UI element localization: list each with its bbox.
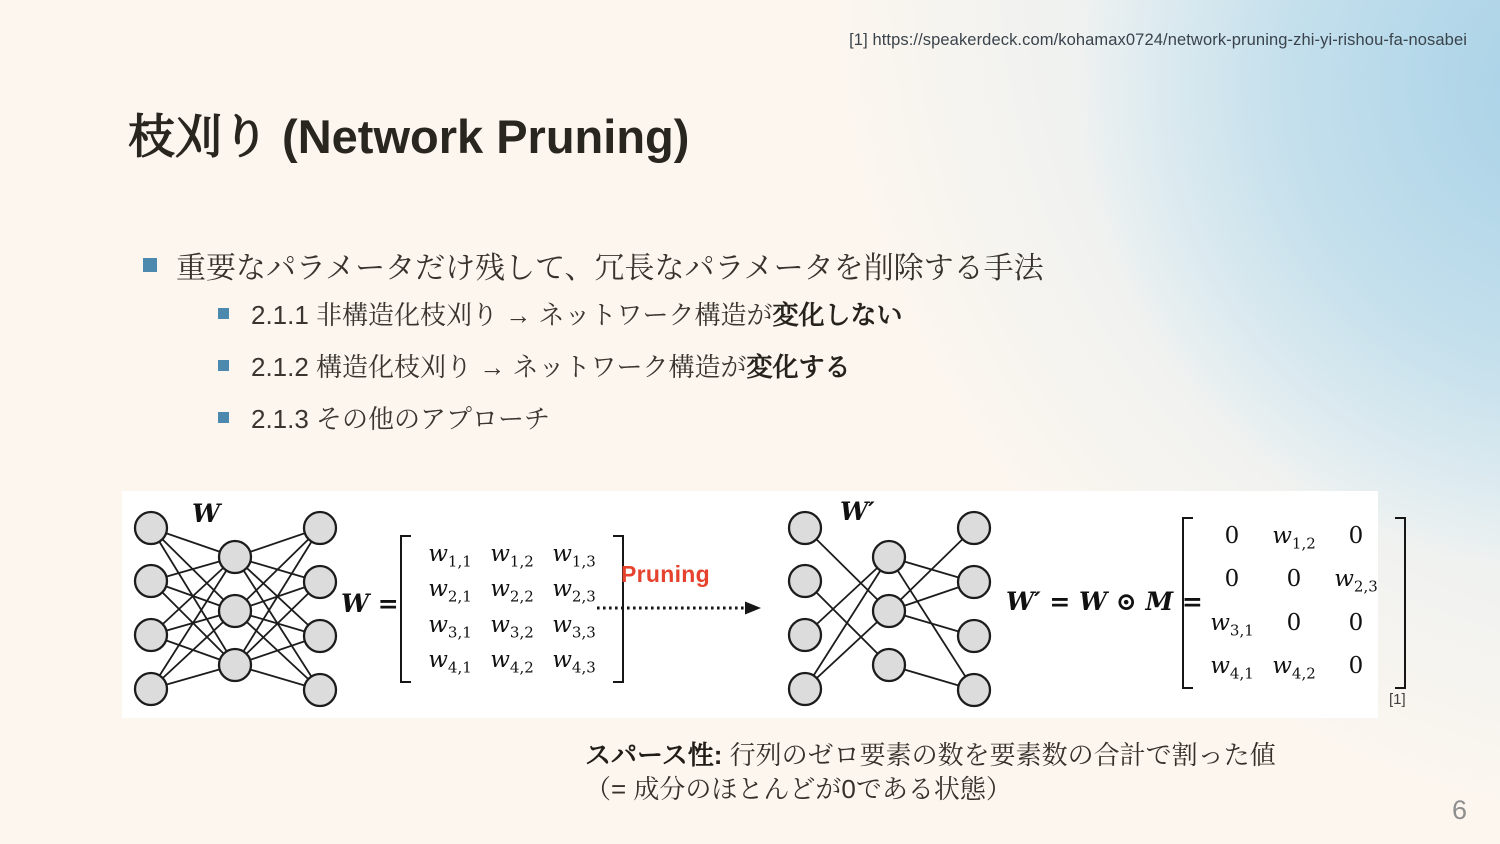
matrix-cell: $w_{2,2}$ (490, 576, 534, 606)
equation-w: W = (341, 589, 399, 618)
equation-wprime: W′ = W ⊙ M = (1006, 587, 1203, 616)
matrix-cell: $w_{1,1}$ (428, 541, 472, 571)
sub-bullet-text: 2.1.1 非構造化枝刈り → ネットワーク構造が (251, 300, 773, 330)
matrix-cell: $w_{4,2}$ (490, 646, 534, 677)
matrix-cell: $w_{2,3}$ (1334, 566, 1378, 596)
sub-bullet-1 (218, 295, 903, 332)
sub-bullet-text: 2.1.3 その他のアプローチ (251, 404, 551, 434)
matrix-cell: 0 (1224, 523, 1240, 549)
matrix-cell: 0 (1348, 523, 1364, 549)
matrix-cell: $w_{4,3}$ (552, 646, 596, 677)
network-node (789, 673, 821, 705)
matrix-cell: $w_{3,2}$ (490, 611, 534, 642)
bracket-left (1182, 517, 1193, 689)
bullet-square-icon (218, 308, 229, 319)
matrix-cell: 0 (1286, 609, 1302, 636)
pruning-label: Pruning (621, 561, 710, 587)
matrix-cell: $w_{4,1}$ (428, 646, 472, 677)
network-node (135, 512, 167, 544)
network-node (219, 541, 251, 573)
network-node (135, 565, 167, 597)
network-node (789, 619, 821, 651)
matrix-cell: $w_{2,3}$ (552, 576, 596, 606)
sub-bullet-bold: 変化する (746, 352, 851, 382)
bracket-left (400, 535, 411, 683)
sparsity-note (585, 738, 1276, 806)
sub-bullet-bold: 変化しない (772, 300, 903, 330)
source-citation: [1] https://speakerdeck.com/kohamax0724/network-pruning-zhi-yi-rishou-fa-nosabei (849, 31, 1467, 49)
matrix-cell: $w_{1,2}$ (1272, 523, 1316, 553)
network-node (789, 565, 821, 597)
network-node (304, 620, 336, 652)
network-node (304, 512, 336, 544)
sparsity-term: スパース性: (585, 740, 723, 770)
matrix-cell: 0 (1348, 652, 1364, 679)
matrix-cell: $w_{2,1}$ (428, 576, 472, 606)
figure-citation: [1] (1389, 691, 1406, 708)
sub-bullet-2 (218, 347, 851, 384)
network-node (958, 512, 990, 544)
matrix-cell: $w_{1,3}$ (552, 541, 596, 571)
pruning-arrow-icon (595, 591, 765, 623)
network-node (958, 674, 990, 706)
sub-bullet-3 (218, 399, 550, 436)
matrix-w-label: W (192, 499, 221, 528)
matrix-cell: $w_{4,2}$ (1272, 652, 1316, 683)
network-node (873, 541, 905, 573)
network-node (219, 595, 251, 627)
network-node (873, 595, 905, 627)
sparsity-note-line1 (585, 738, 1276, 772)
matrix-cell: $w_{1,2}$ (490, 541, 534, 571)
matrix-cell: 0 (1224, 566, 1240, 593)
sparse-network-diagram (776, 491, 1006, 718)
sparsity-definition: 行列のゼロ要素の数を要素数の合計で割った値 (722, 740, 1276, 770)
page-title: 枝刈り (Network Pruning) (128, 110, 690, 163)
bracket-right (1395, 517, 1406, 689)
matrix-cell: 0 (1286, 566, 1302, 593)
dense-network-diagram (122, 491, 352, 718)
network-node (219, 649, 251, 681)
bullet-square-icon (218, 412, 229, 423)
network-node (958, 566, 990, 598)
matrix-cell: $w_{3,3}$ (552, 611, 596, 642)
matrix-cell: $w_{3,1}$ (1210, 609, 1254, 640)
page-number: 6 (1451, 795, 1467, 825)
network-node (958, 620, 990, 652)
figure-panel (122, 491, 1378, 718)
matrix-cell: $w_{3,1}$ (428, 611, 472, 642)
sparsity-note-line2: （= 成分のほとんどが0である状態） (585, 774, 1012, 804)
bullet-square-icon (143, 258, 157, 272)
network-node (304, 674, 336, 706)
network-node (873, 649, 905, 681)
bullet-main-text: 重要なパラメータだけ残して、冗長なパラメータを削除する手法 (176, 252, 1044, 285)
bullet-square-icon (218, 360, 229, 371)
network-node (135, 619, 167, 651)
network-node (304, 566, 336, 598)
network-node (789, 512, 821, 544)
network-node (135, 673, 167, 705)
sub-bullet-text: 2.1.2 構造化枝刈り → ネットワーク構造が (251, 352, 747, 382)
masked-weight-matrix (1182, 517, 1406, 689)
weight-matrix (400, 535, 624, 683)
network-edge (889, 528, 974, 611)
matrix-cell: $w_{4,1}$ (1210, 652, 1254, 683)
bullet-main (143, 243, 1044, 287)
matrix-cell: 0 (1348, 609, 1364, 636)
matrix-wprime-label: W′ (840, 497, 875, 526)
